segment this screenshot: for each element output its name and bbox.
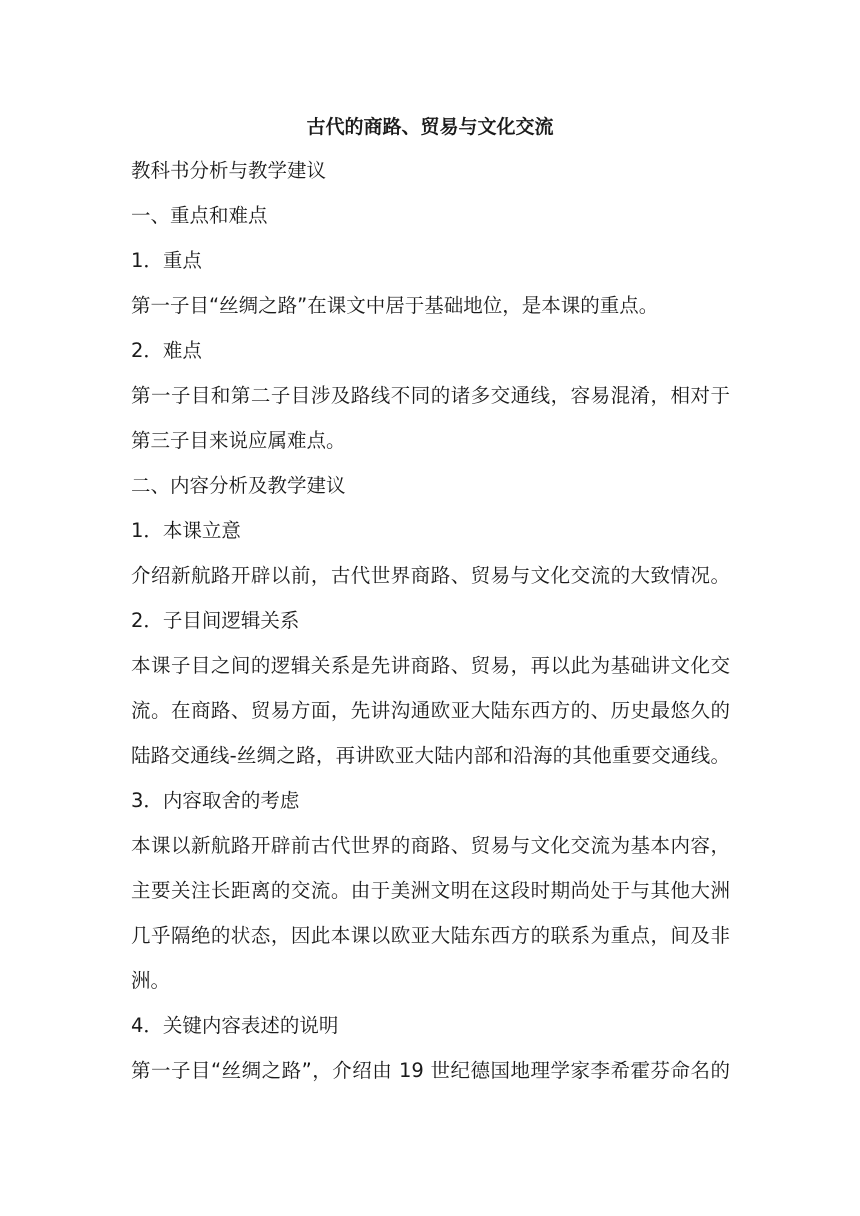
doc-line-section-2: 二、内容分析及教学建议 <box>131 474 346 497</box>
doc-line-selection-heading: 3．内容取舍的考虑 <box>131 789 300 812</box>
doc-line-intent-text: 介绍新航路开辟以前，古代世界商路、贸易与文化交流的大致情况。 <box>131 564 730 587</box>
doc-line-selection-text-2: 主要关注长距离的交流。由于美洲文明在这段时期尚处于与其他大洲 <box>131 879 730 902</box>
doc-line-logic-heading: 2．子目间逻辑关系 <box>131 609 300 632</box>
doc-line-logic-text-2: 流。在商路、贸易方面，先讲沟通欧亚大陆东西方的、历史最悠久的 <box>131 699 730 722</box>
doc-line-selection-text-3: 几乎隔绝的状态，因此本课以欧亚大陆东西方的联系为重点，间及非 <box>131 924 730 947</box>
doc-line-logic-text-1: 本课子目之间的逻辑关系是先讲商路、贸易，再以此为基础讲文化交 <box>131 654 730 677</box>
doc-line-selection-text-4: 洲。 <box>131 969 171 992</box>
doc-line-key-point-heading: 1．重点 <box>131 249 202 272</box>
document-title: 古代的商路、贸易与文化交流 <box>306 116 554 138</box>
doc-line-subtitle: 教科书分析与教学建议 <box>131 159 327 182</box>
doc-line-difficulty-heading: 2．难点 <box>131 339 202 362</box>
doc-line-expression-heading: 4．关键内容表述的说明 <box>131 1014 339 1037</box>
doc-line-expression-text-1: 第一子目“丝绸之路”，介绍由 19 世纪德国地理学家李希霍芬命名的 <box>131 1059 730 1082</box>
doc-line-selection-text-1: 本课以新航路开辟前古代世界的商路、贸易与文化交流为基本内容， <box>131 834 730 857</box>
doc-line-difficulty-text-2: 第三子目来说应属难点。 <box>131 429 346 452</box>
doc-line-section-1: 一、重点和难点 <box>131 204 268 227</box>
doc-line-difficulty-text-1: 第一子目和第二子目涉及路线不同的诸多交通线，容易混淆，相对于 <box>131 384 730 407</box>
doc-line-logic-text-3: 陆路交通线-丝绸之路，再讲欧亚大陆内部和沿海的其他重要交通线。 <box>131 744 730 767</box>
doc-line-key-point-text: 第一子目“丝绸之路”在课文中居于基础地位，是本课的重点。 <box>131 294 659 317</box>
doc-line-intent-heading: 1．本课立意 <box>131 519 241 542</box>
